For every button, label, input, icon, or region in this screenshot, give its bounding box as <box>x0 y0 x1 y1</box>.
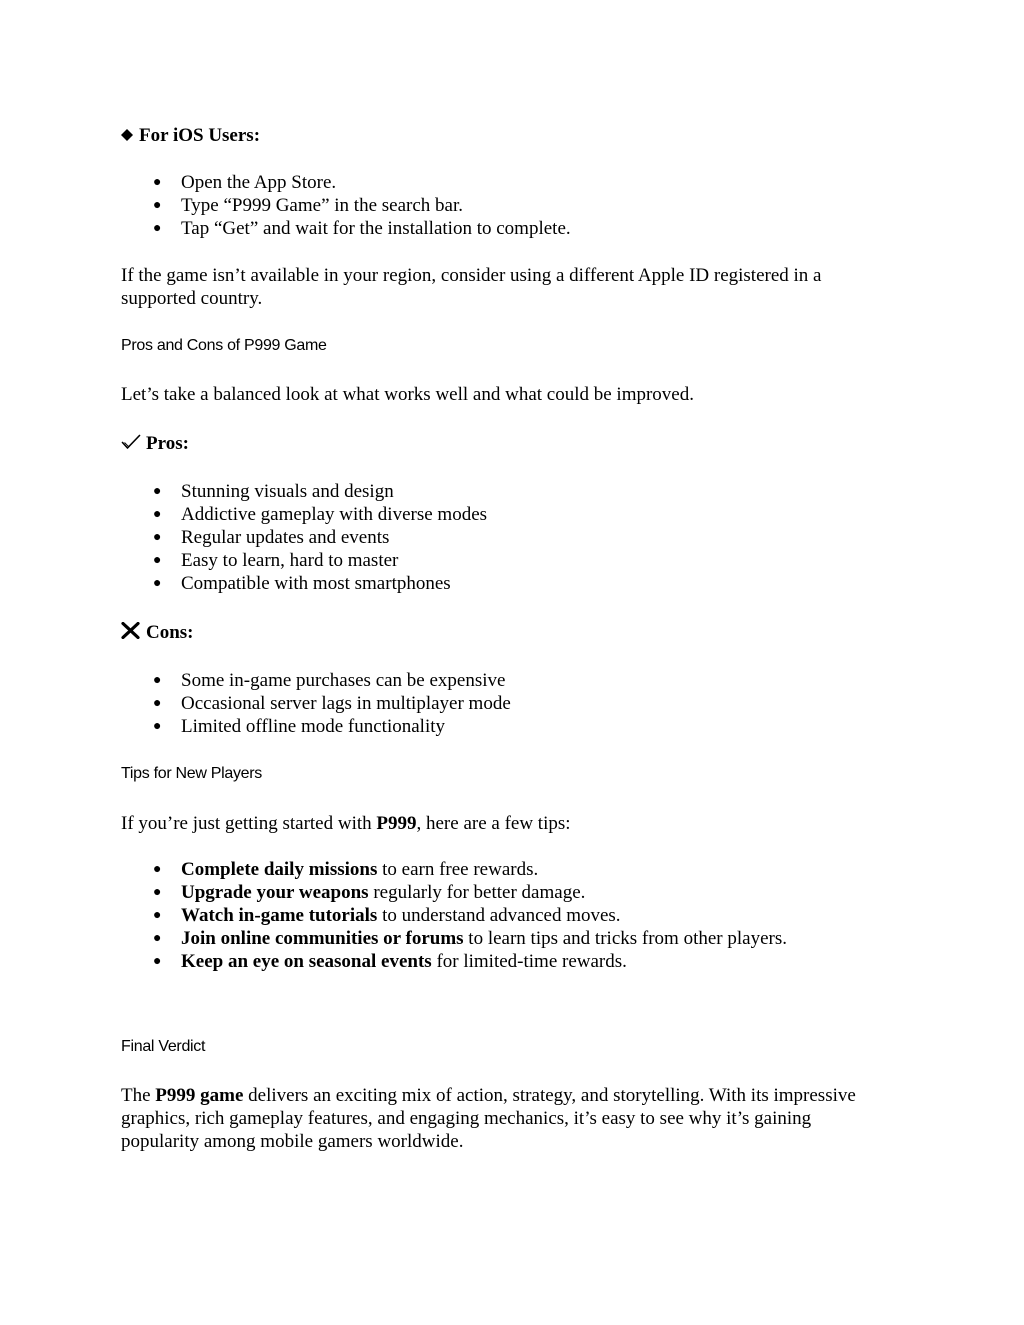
list-item: ● Regular updates and events <box>153 527 390 548</box>
list-item: ● Watch in-game tutorials to understand advanced moves. <box>153 905 621 926</box>
list-item: ● Type “P999 Game” in the search bar. <box>153 195 463 216</box>
tips-intro: If you’re just getting started with P999, here are a few tips: <box>121 813 571 834</box>
bullet-icon: ● <box>153 885 162 900</box>
tips-title: Tips for New Players <box>121 765 263 782</box>
list-item: ● Upgrade your weapons regularly for better damage. <box>153 882 586 903</box>
cons-heading: Cons: <box>121 621 911 644</box>
bullet-icon: ● <box>153 175 162 190</box>
bullet-icon: ● <box>153 576 162 591</box>
bullet-icon: ● <box>153 221 162 236</box>
bullet-icon: ● <box>153 507 162 522</box>
pros-heading: Pros: <box>121 432 911 455</box>
list-item: ● Complete daily missions to earn free rewards. <box>153 859 539 880</box>
list-item: ● Some in-game purchases can be expensive <box>153 670 506 691</box>
list-item: ● Compatible with most smartphones <box>153 573 451 594</box>
bullet-icon: ● <box>153 198 162 213</box>
ios-steps-list <box>121 171 921 240</box>
list-item: ● Join online communities or forums to learn tips and tricks from other players. <box>153 928 787 949</box>
bullet-icon: ● <box>153 931 162 946</box>
bullet-icon: ● <box>153 696 162 711</box>
bullet-icon: ● <box>153 553 162 568</box>
bullet-icon: ● <box>153 954 162 969</box>
verdict-title: Final Verdict <box>121 1038 206 1055</box>
region-note: If the game isn’t available in your region, consider using a different Apple ID registered in a supported country. <box>121 265 822 309</box>
verdict-paragraph: The P999 game delivers an exciting mix of action, strategy, and storytelling. With its impressive graphics, rich gameplay features, and engaging mechanics, it’s easy to see why it’s gaining popularity among mobile gamers worldwide. <box>121 1085 856 1152</box>
bullet-icon: ● <box>153 673 162 688</box>
ios-heading-text: For iOS Users: <box>139 125 261 146</box>
list-item: ● Addictive gameplay with diverse modes <box>153 504 488 525</box>
tips-list <box>121 858 921 973</box>
bullet-icon: ● <box>153 719 162 734</box>
pros-cons-intro: Let’s take a balanced look at what works well and what could be improved. <box>121 384 694 405</box>
list-item: ● Open the App Store. <box>153 172 337 193</box>
list-item: ● Stunning visuals and design <box>153 481 394 502</box>
bullet-icon: ● <box>153 484 162 499</box>
bullet-icon: ● <box>153 862 162 877</box>
ios-heading <box>121 124 911 147</box>
list-item: ● Tap “Get” and wait for the installation to complete. <box>153 218 571 239</box>
list-item: ● Occasional server lags in multiplayer mode <box>153 693 511 714</box>
pros-cons-title: Pros and Cons of P999 Game <box>121 337 327 354</box>
check-mark-icon <box>121 434 141 450</box>
cross-mark-icon <box>121 622 140 639</box>
bullet-icon: ● <box>153 908 162 923</box>
diamond-icon <box>121 129 133 141</box>
bullet-icon: ● <box>153 530 162 545</box>
cons-list <box>121 669 921 738</box>
pros-list <box>121 480 921 595</box>
list-item: ● Easy to learn, hard to master <box>153 550 399 571</box>
list-item: ● Limited offline mode functionality <box>153 716 446 737</box>
list-item: ● Keep an eye on seasonal events for limited-time rewards. <box>153 951 627 972</box>
